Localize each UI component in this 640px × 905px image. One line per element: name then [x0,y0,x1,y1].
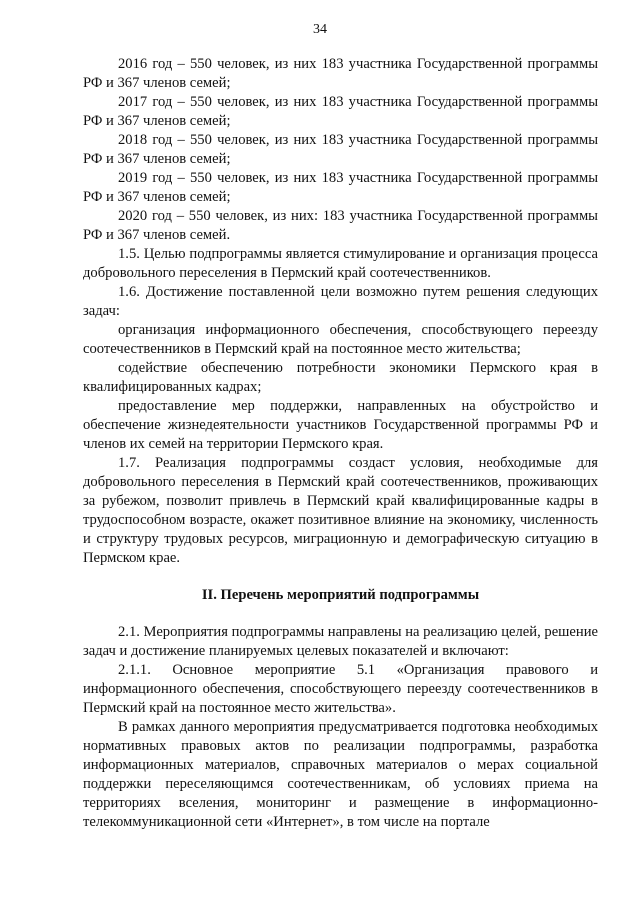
paragraph-1-5: 1.5. Целью подпрограммы является стимулирование и организация процесса добровольного переселения в Пермский край соотечественников. [83,246,598,281]
paragraph-2020: 2020 год – 550 человек, из них: 183 участника Государственной программы РФ и 367 членов семей. [83,208,598,243]
task-item-1: организация информационного обеспечения, способствующего переезду соотечественников в Пермский край на постоянное место жительства; [83,322,598,357]
paragraph-1-6: 1.6. Достижение поставленной цели возможно путем решения следующих задач: [83,284,598,319]
section-heading: II. Перечень мероприятий подпрограммы [201,587,480,603]
task-item-2: содействие обеспечению потребности экономики Пермского края в квалифицированных кадрах; [83,360,598,395]
paragraph-2016: 2016 год – 550 человек, из них 183 участника Государственной программы РФ и 367 членов семей; [83,56,598,91]
paragraph-2018: 2018 год – 550 человек, из них 183 участника Государственной программы РФ и 367 членов семей; [83,132,598,167]
paragraph-2-1-1: 2.1.1. Основное мероприятие 5.1 «Организация правового и информационного обеспечения, способствующего переезду соотечественников в Пермский край на постоянное место жительства». [83,662,598,716]
document-body [83,55,598,832]
page-number: 34 [313,22,327,37]
paragraph-1-7: 1.7. Реализация подпрограммы создаст условия, необходимые для добровольного переселения в Пермский край соотечественников, проживающих за рубежом, позволит привлечь в Пермский край квалифицированные кадры в трудоспособном возрасте, окажет позитивное влияние на экономику, численность и структуру трудовых ресурсов, миграционную и демографическую ситуацию в Пермском крае. [83,455,598,566]
task-item-3: предоставление мер поддержки, направленных на обустройство и обеспечение жизнедеятельности участников Государственной программы РФ и членов их семей на территории Пермского края. [83,398,598,452]
paragraph-2019: 2019 год – 550 человек, из них 183 участника Государственной программы РФ и 367 членов семей; [83,170,598,205]
paragraph-2-1: 2.1. Мероприятия подпрограммы направлены на реализацию целей, решение задач и достижение планируемых целевых показателей и включают: [83,624,598,659]
paragraph-2017: 2017 год – 550 человек, из них 183 участника Государственной программы РФ и 367 членов семей; [83,94,598,129]
paragraph-measure-details: В рамках данного мероприятия предусматривается подготовка необходимых нормативных правовых актов по реализации подпрограммы, разработка информационных материалов, справочных материалов о мерах социальной поддержки переселяющимся соотечественникам, об условиях приема на территориях вселения, мониторинг и размещение в информационно-телекоммуникационной сети «Интернет», в том числе на портале [83,719,598,830]
